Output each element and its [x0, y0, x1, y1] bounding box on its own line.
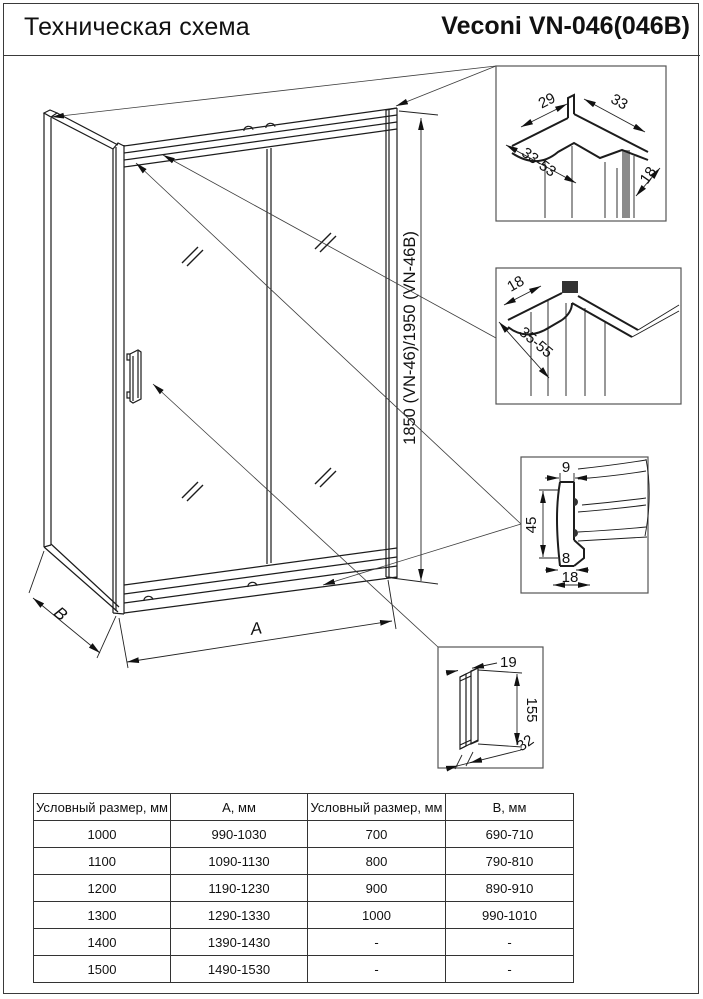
detail-bottom-rail-profile: [496, 268, 681, 404]
col-header-nominal-b: Условный размер, мм: [308, 794, 446, 821]
table-row: 1000 990-1030 700 690-710: [34, 821, 574, 848]
col-header-nominal-a: Условный размер, мм: [34, 794, 171, 821]
table-header-row: [34, 794, 574, 821]
table-row: 1100 1090-1130 800 790-810: [34, 848, 574, 875]
dim-32: 32: [513, 731, 538, 756]
dim-18-wall: 18: [561, 569, 579, 586]
depth-dimension: [29, 551, 116, 658]
width-dimension-label: A: [249, 618, 264, 639]
dim-155: 155: [523, 697, 540, 723]
size-table: [33, 793, 574, 983]
col-header-b: В, мм: [446, 794, 574, 821]
door-handle: [127, 350, 141, 403]
door-divider: [267, 148, 271, 564]
dim-18-bottom: 18: [504, 272, 528, 296]
glass-edge-bar: [622, 150, 630, 218]
product-model-title: Veconi VN-046(046В): [441, 12, 690, 40]
shower-enclosure-isometric: [44, 108, 397, 614]
front-left-post: [113, 143, 124, 614]
table-row: 1200 1190-1230 900 890-910: [34, 875, 574, 902]
table-row: 1500 1490-1530 - -: [34, 956, 574, 983]
detail-handle: [438, 647, 543, 769]
dim-8: 8: [561, 550, 571, 567]
dim-18-top: 18: [636, 163, 661, 188]
dim-33: 33: [607, 90, 631, 114]
dim-29: 29: [535, 89, 559, 113]
roller-block: [562, 281, 578, 293]
top-rail: [124, 108, 397, 167]
side-wall-post: [44, 110, 57, 547]
height-dimension-label: 1850 (VN-46)/1950 (VN-46В): [401, 231, 419, 445]
glass-hatch-marks: [182, 233, 336, 501]
table-row: 1400 1390-1430 - -: [34, 929, 574, 956]
depth-dimension-label: B: [50, 602, 71, 625]
detail-wall-profile: [521, 457, 649, 593]
dim-19: 19: [500, 654, 517, 671]
callout-leaders: [52, 66, 521, 647]
side-glass-panel: [44, 113, 119, 612]
dim-45: 45: [523, 516, 540, 534]
dim-33-53: 33-53: [518, 144, 560, 181]
dim-9: 9: [561, 459, 571, 476]
col-header-a: А, мм: [171, 794, 308, 821]
page-title: Техническая схема: [24, 13, 250, 41]
bottom-rail: [124, 548, 397, 613]
table-row: 1300 1290-1330 1000 990-1010: [34, 902, 574, 929]
detail-top-rail-profile: [496, 66, 666, 221]
dim-35-55: 35-55: [515, 323, 557, 362]
right-post: [386, 108, 397, 578]
